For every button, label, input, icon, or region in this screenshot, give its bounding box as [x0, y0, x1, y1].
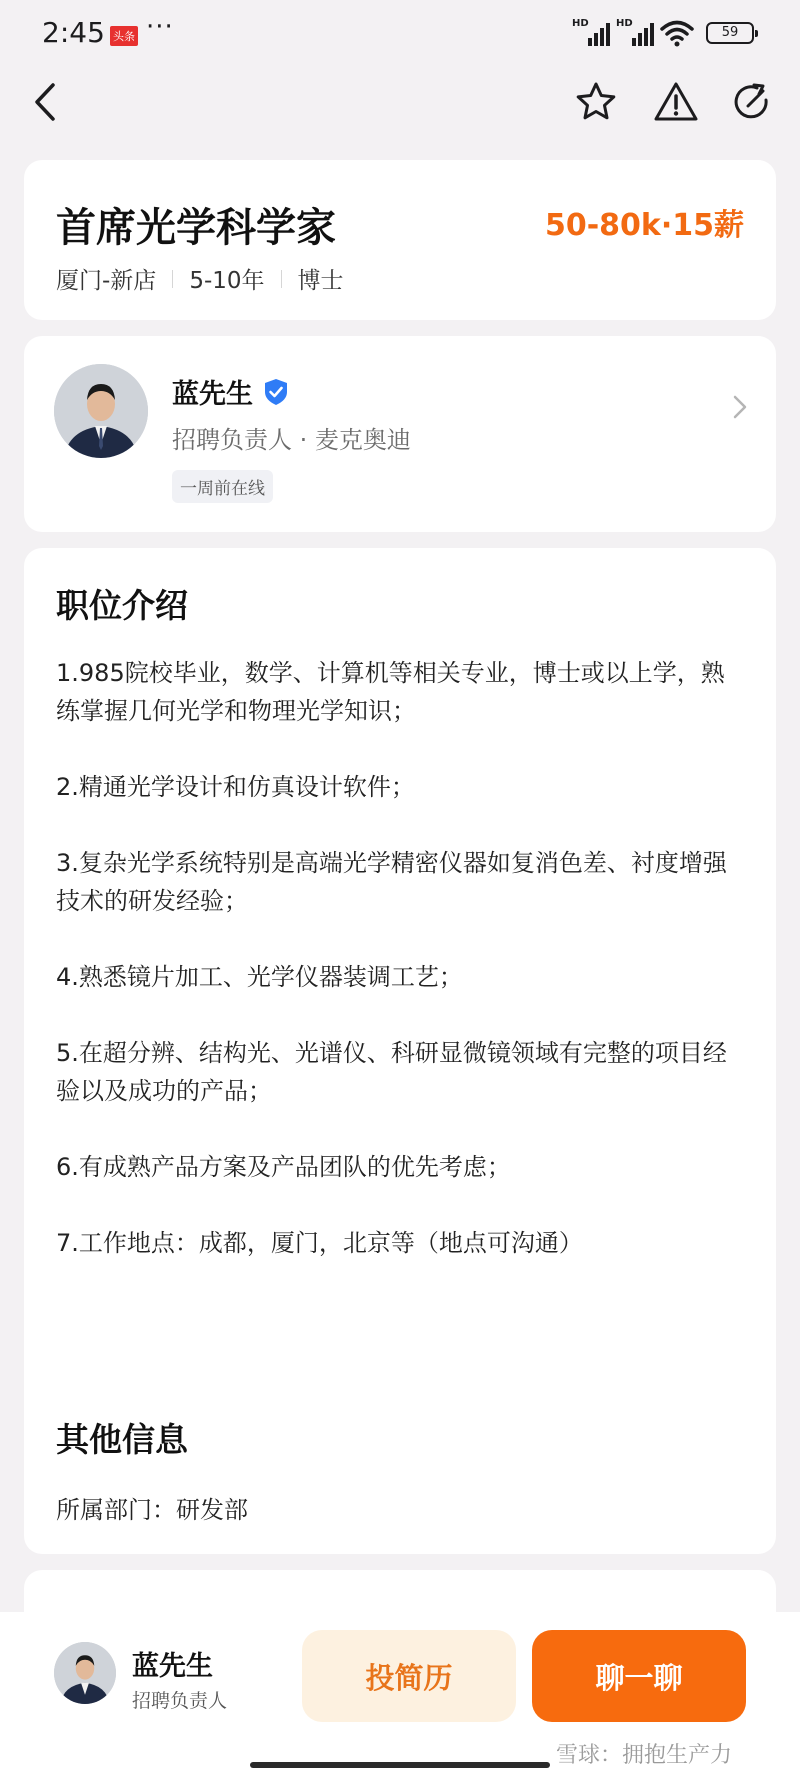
bottom-recruiter-name: 蓝先生: [132, 1651, 213, 1682]
share-icon[interactable]: [728, 78, 776, 126]
divider: [281, 270, 282, 288]
recruiter-name-text: 蓝先生: [172, 379, 253, 410]
description-list: [56, 654, 746, 1300]
description-item: 7.工作地点：成都，厦门，北京等（地点可沟通）: [56, 1229, 583, 1257]
chevron-right-icon[interactable]: [732, 394, 748, 420]
avatar: [54, 1642, 116, 1704]
recruiter-name: [172, 372, 289, 411]
online-status-badge: 一周前在线: [172, 470, 273, 503]
star-icon[interactable]: [572, 78, 620, 126]
more-notifications-icon: ···: [146, 12, 174, 42]
status-time: 2:45: [42, 16, 105, 49]
description-item: 6.有成熟产品方案及产品团队的优先考虑；: [56, 1153, 511, 1181]
verified-badge-icon: [263, 378, 289, 406]
divider: [172, 270, 173, 288]
department-info: 所属部门：研发部: [56, 1496, 248, 1524]
description-item: 3.复杂光学系统特别是高端光学精密仪器如复消色差、衬度增强技术的研发经验；: [56, 849, 727, 915]
cellular-signal-icon-2: HD: [616, 20, 654, 46]
salary: 50-80k·15薪: [544, 208, 744, 243]
description-item: 1.985院校毕业，数学、计算机等相关专业，博士或以上学，熟练掌握几何光学和物理光学知识；: [56, 659, 725, 725]
job-experience: 5-10年: [189, 268, 265, 294]
section-title-description: 职位介绍: [56, 586, 188, 625]
cellular-signal-icon: HD: [572, 20, 610, 46]
app-notification-badge: 头条: [110, 26, 138, 46]
home-indicator[interactable]: [250, 1762, 550, 1768]
job-title: 首席光学科学家: [56, 205, 336, 251]
description-item: 4.熟悉镜片加工、光学仪器装调工艺；: [56, 963, 463, 991]
send-resume-button[interactable]: 投简历: [302, 1630, 516, 1722]
job-description-card: [24, 548, 776, 1554]
battery-icon: 59: [706, 22, 754, 44]
job-location: 厦门-新店: [56, 268, 157, 294]
avatar: [54, 364, 148, 458]
bottom-action-bar: [0, 1612, 800, 1778]
description-item: 5.在超分辨、结构光、光谱仪、科研显微镜领域有完整的项目经验以及成功的产品；: [56, 1039, 727, 1105]
warning-icon[interactable]: [652, 78, 700, 126]
wifi-icon: [660, 18, 694, 48]
recruiter-role: 招聘负责人 · 麦克奥迪: [172, 426, 411, 454]
job-meta: [56, 262, 344, 295]
recruiter-card[interactable]: [24, 336, 776, 532]
description-item: 2.精通光学设计和仿真设计软件；: [56, 773, 415, 801]
back-arrow-icon[interactable]: [22, 78, 70, 126]
section-title-other-info: 其他信息: [56, 1420, 188, 1459]
bottom-recruiter-role: 招聘负责人: [132, 1690, 228, 1712]
top-nav: [0, 70, 800, 160]
job-education: 博士: [297, 268, 344, 294]
job-header-card: [24, 160, 776, 320]
chat-button[interactable]: 聊一聊: [532, 1630, 746, 1722]
watermark: 雪球：拥抱生产力: [556, 1743, 733, 1768]
status-bar: [0, 0, 800, 70]
